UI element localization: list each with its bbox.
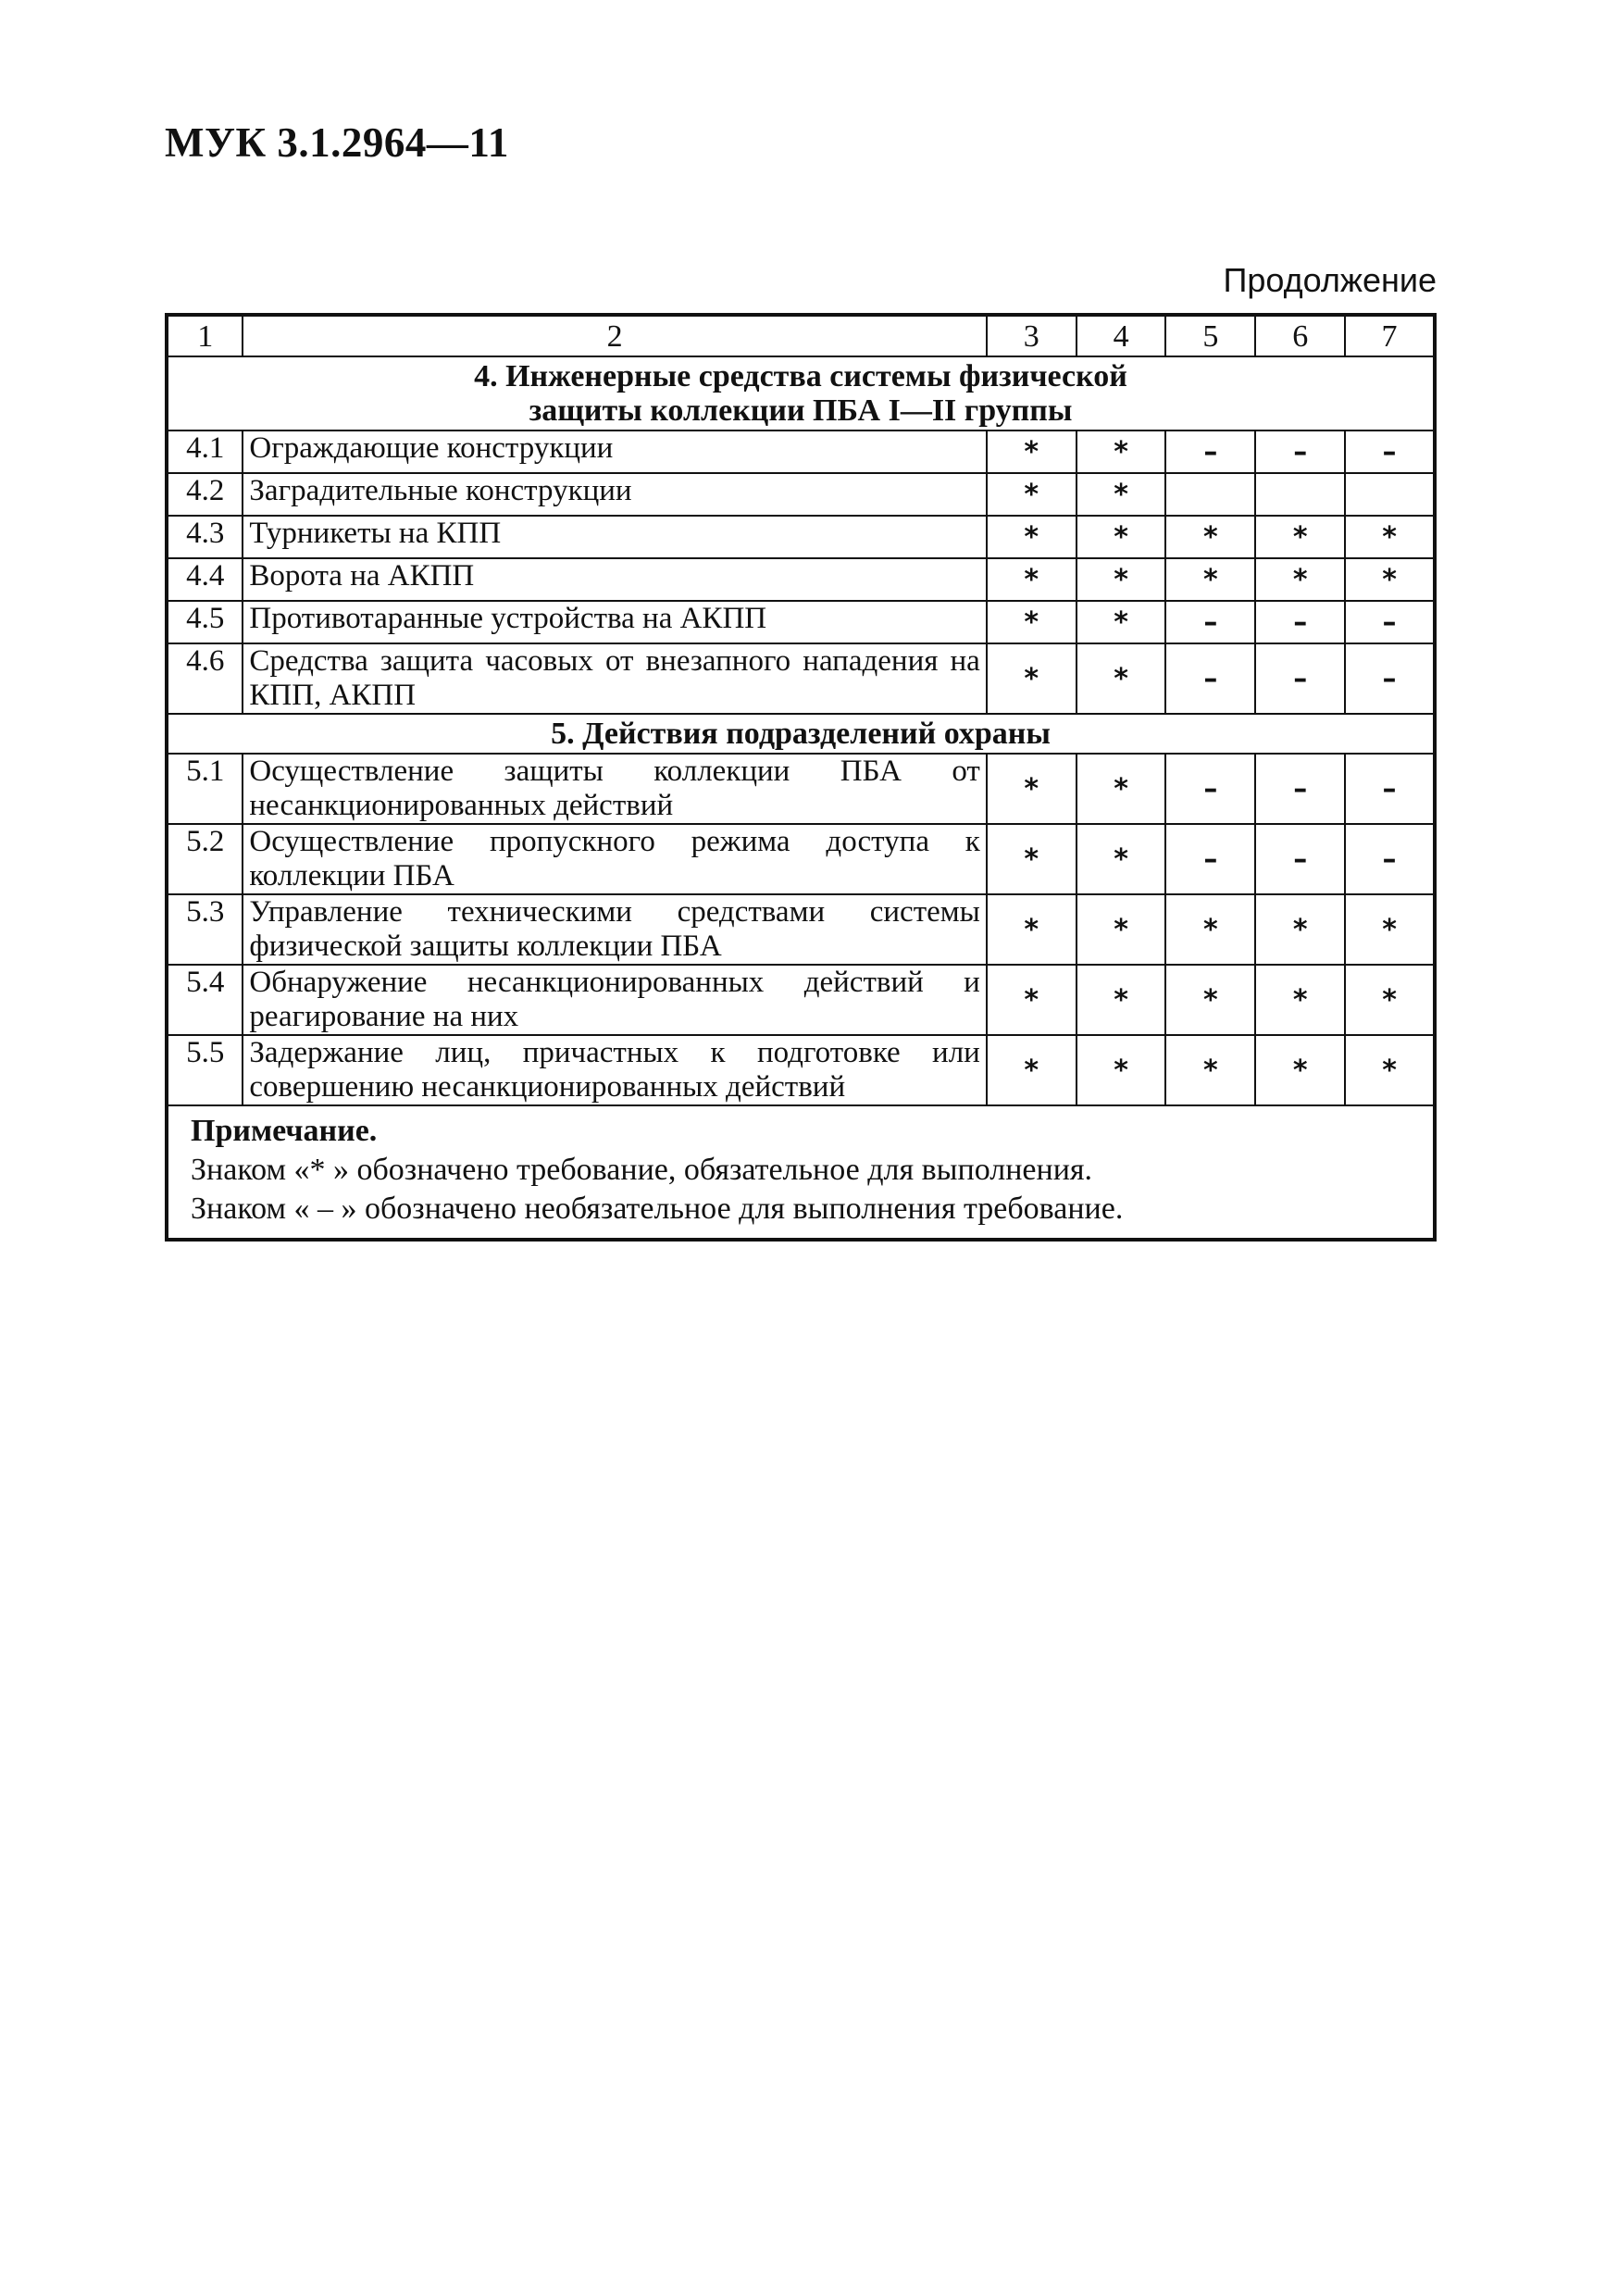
table-body	[167, 315, 1435, 1240]
column-header: 3	[987, 315, 1077, 356]
requirement-mark	[1255, 473, 1345, 516]
requirement-mark: *	[1345, 965, 1435, 1035]
requirement-mark: –	[1165, 643, 1255, 714]
requirement-mark: *	[1255, 965, 1345, 1035]
requirement-mark: *	[1255, 558, 1345, 601]
requirement-mark	[1345, 473, 1435, 516]
section-heading-row	[167, 714, 1435, 754]
table-row	[167, 965, 1435, 1035]
requirement-mark: *	[1165, 965, 1255, 1035]
requirement-mark: *	[1077, 516, 1166, 558]
column-header: 1	[167, 315, 243, 356]
note-line: Знаком « – » обозначено необязательное для выполнения требование.	[191, 1192, 1124, 1226]
row-description: Ворота на АКПП	[243, 558, 986, 601]
row-number: 4.3	[167, 516, 243, 558]
requirement-mark: *	[1345, 1035, 1435, 1105]
section-heading	[167, 356, 1435, 430]
table-row	[167, 1035, 1435, 1105]
row-number: 4.2	[167, 473, 243, 516]
row-number: 5.5	[167, 1035, 243, 1105]
note-row	[167, 1105, 1435, 1240]
row-description: Осуществление пропускного режима доступа к коллекции ПБА	[243, 824, 986, 894]
requirement-mark: *	[1077, 754, 1166, 824]
table-row	[167, 824, 1435, 894]
column-header: 6	[1255, 315, 1345, 356]
requirement-mark: *	[1077, 558, 1166, 601]
requirement-mark: –	[1345, 430, 1435, 473]
row-number: 4.4	[167, 558, 243, 601]
continuation-label: Продолжение	[1223, 261, 1437, 299]
requirement-mark: –	[1255, 601, 1345, 643]
requirement-mark: –	[1165, 754, 1255, 824]
row-description: Ограждающие конструкции	[243, 430, 986, 473]
requirement-mark: *	[1077, 965, 1166, 1035]
requirement-mark: *	[1165, 1035, 1255, 1105]
requirement-mark: –	[1165, 601, 1255, 643]
requirement-mark	[1165, 473, 1255, 516]
requirement-mark: *	[987, 430, 1077, 473]
requirement-mark: *	[1345, 558, 1435, 601]
row-description: Задержание лиц, причастных к подготовке или совершению несанкционированных действий	[243, 1035, 986, 1105]
row-description: Противотаранные устройства на АКПП	[243, 601, 986, 643]
requirement-mark: *	[1165, 558, 1255, 601]
requirement-mark: –	[1345, 824, 1435, 894]
requirement-mark: –	[1255, 824, 1345, 894]
requirement-mark: *	[1077, 601, 1166, 643]
row-number: 5.1	[167, 754, 243, 824]
requirement-mark: *	[1165, 894, 1255, 965]
section-heading-line: 5. Действия подразделений охраны	[551, 717, 1051, 751]
section-heading	[167, 714, 1435, 754]
requirement-mark: *	[987, 965, 1077, 1035]
note-block	[167, 1105, 1435, 1240]
requirement-mark: *	[1255, 894, 1345, 965]
requirements-table	[165, 313, 1437, 1242]
note-line: Знаком «* » обозначено требование, обязательное для выполнения.	[191, 1153, 1093, 1187]
document-code: МУК 3.1.2964—11	[165, 119, 509, 166]
requirement-mark: *	[987, 1035, 1077, 1105]
row-number: 5.4	[167, 965, 243, 1035]
requirement-mark: *	[987, 558, 1077, 601]
section-heading-line: защиты коллекции ПБА I—II группы	[529, 393, 1073, 428]
row-description: Турникеты на КПП	[243, 516, 986, 558]
requirement-mark: *	[987, 824, 1077, 894]
row-number: 4.6	[167, 643, 243, 714]
requirement-mark: *	[1345, 516, 1435, 558]
row-description: Заградительные конструкции	[243, 473, 986, 516]
requirement-mark: –	[1255, 430, 1345, 473]
table-row	[167, 516, 1435, 558]
row-description: Управление техническими средствами системы физической защиты коллекции ПБА	[243, 894, 986, 965]
requirement-mark: –	[1345, 754, 1435, 824]
requirement-mark: *	[987, 601, 1077, 643]
requirement-mark: *	[1077, 473, 1166, 516]
requirement-mark: –	[1345, 601, 1435, 643]
table-row	[167, 754, 1435, 824]
table-row	[167, 894, 1435, 965]
table-row	[167, 430, 1435, 473]
requirement-mark: *	[1077, 430, 1166, 473]
section-heading-row	[167, 356, 1435, 430]
requirement-mark: *	[1165, 516, 1255, 558]
table-row	[167, 558, 1435, 601]
column-header: 5	[1165, 315, 1255, 356]
column-header: 2	[243, 315, 986, 356]
row-number: 4.5	[167, 601, 243, 643]
requirement-mark: *	[1255, 1035, 1345, 1105]
requirement-mark: –	[1345, 643, 1435, 714]
row-number: 5.3	[167, 894, 243, 965]
requirement-mark: *	[987, 894, 1077, 965]
requirement-mark: *	[1255, 516, 1345, 558]
requirement-mark: –	[1165, 430, 1255, 473]
row-description: Средства защита часовых от внезапного нападения на КПП, АКПП	[243, 643, 986, 714]
row-description: Осуществление защиты коллекции ПБА от несанкционированных действий	[243, 754, 986, 824]
table-row	[167, 601, 1435, 643]
requirement-mark: *	[987, 516, 1077, 558]
requirement-mark: *	[987, 754, 1077, 824]
row-number: 5.2	[167, 824, 243, 894]
note-title: Примечание.	[191, 1114, 378, 1148]
table-row	[167, 473, 1435, 516]
table-row	[167, 643, 1435, 714]
requirement-mark: *	[1345, 894, 1435, 965]
requirement-mark: *	[1077, 643, 1166, 714]
requirement-mark: *	[1077, 1035, 1166, 1105]
requirement-mark: –	[1165, 824, 1255, 894]
column-header: 7	[1345, 315, 1435, 356]
requirement-mark: –	[1255, 754, 1345, 824]
row-number: 4.1	[167, 430, 243, 473]
section-heading-line: 4. Инженерные средства системы физической	[474, 359, 1127, 393]
requirement-mark: –	[1255, 643, 1345, 714]
requirement-mark: *	[987, 643, 1077, 714]
row-description: Обнаружение несанкционированных действий и реагирование на них	[243, 965, 986, 1035]
requirement-mark: *	[1077, 824, 1166, 894]
requirement-mark: *	[987, 473, 1077, 516]
requirement-mark: *	[1077, 894, 1166, 965]
column-header-row	[167, 315, 1435, 356]
column-header: 4	[1077, 315, 1166, 356]
